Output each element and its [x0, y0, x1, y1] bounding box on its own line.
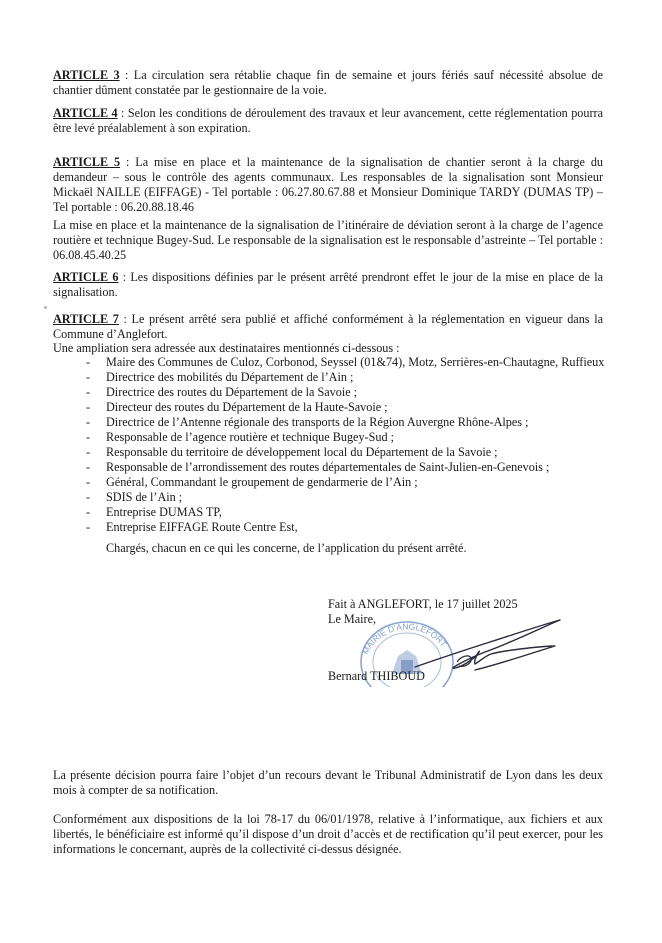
article-4-text: : Selon les conditions de déroulement des travaux et leur avancement, cette réglementation pourra être levé préalablement à son expiration. — [53, 106, 604, 135]
ampliation-intro: Une ampliation sera adressée aux destinataires mentionnés ci-dessous : — [53, 341, 400, 355]
mayor-name: Bernard THIBOUD — [328, 669, 425, 683]
article-6-label: ARTICLE 6 — [53, 270, 119, 284]
article-5-label: ARTICLE 5 — [53, 155, 121, 169]
list-item: - Directeur des routes du Département de la Haute-Savoie ; — [86, 400, 388, 414]
article-5-text: : La mise en place et la maintenance de la signalisation de chantier seront à la charge du demandeur – sous le contrôle des agents communaux. Les responsables de la signalisation sont Monsieur Mickaël NAILLE (EIFFAGE) - Tel portable : 06.27.80.67.88 et Monsieur Dominique TARDY (DUMAS TP) – Tel portable : 06.20.88.18.46 — [53, 155, 604, 214]
article-4-label: ARTICLE 4 — [53, 106, 118, 120]
article-7-text: : Le présent arrêté sera publié et affiché conformément à la réglementation en vigueur dans la Commune d’Anglefort. — [53, 312, 603, 341]
article-5 — [53, 155, 603, 215]
list-item: - Maire des Communes de Culoz, Corbonod, Seyssel (01&74), Motz, Serrières-en-Chautagne, Ruffieux — [86, 355, 605, 369]
article-3 — [53, 68, 603, 98]
svg-text:MAIRIE D’ANGLEFORT: MAIRIE D’ANGLEFORT — [359, 621, 449, 656]
article-3-label: ARTICLE 3 — [53, 68, 120, 82]
article-7-label: ARTICLE 7 — [53, 312, 119, 326]
list-item: - Directrice de l’Antenne régionale des transports de la Région Auvergne Rhône-Alpes ; — [86, 415, 529, 429]
charges-line: Chargés, chacun en ce qui les concerne, de l’application du présent arrêté. — [106, 541, 467, 555]
article-5-deviation: La mise en place et la maintenance de la signalisation de l’itinéraire de déviation seront à la charge de l’agence routière et technique Bugey-Sud. Le responsable de la signalisation est le responsable d’astreinte – Tel portable : 06.08.45.40.25 — [53, 218, 603, 262]
list-item: - Entreprise EIFFAGE Route Centre Est, — [86, 520, 298, 534]
list-item: - Directrice des mobilités du Département de l’Ain ; — [86, 370, 354, 384]
recours-notice: La présente décision pourra faire l’objet d’un recours devant le Tribunal Administratif de Lyon dans les deux mois à compter de sa notification. — [53, 768, 603, 797]
article-3-text: : La circulation sera rétablie chaque fin de semaine et jours fériés sauf nécessité absolue de chantier dûment constatée par le gestionnaire de la voie. — [53, 68, 603, 97]
list-item: - Directrice des routes du Département de la Savoie ; — [86, 385, 358, 399]
mayor-role: Le Maire, — [328, 612, 377, 626]
recipient-list — [53, 355, 613, 535]
list-item: - Responsable du territoire de développement local du Département de la Savoie ; — [86, 445, 498, 459]
list-item: - Responsable de l’agence routière et technique Bugey-Sud ; — [86, 430, 395, 444]
list-item: - SDIS de l’Ain ; — [86, 490, 183, 504]
list-item: - Entreprise DUMAS TP, — [86, 505, 222, 519]
list-item: - Responsable de l’arrondissement des routes départementales de Saint-Julien-en-Genevois ; — [86, 460, 550, 474]
article-6 — [53, 270, 603, 300]
place-date: Fait à ANGLEFORT, le 17 juillet 2025 — [328, 597, 518, 611]
scan-speck — [44, 306, 47, 309]
informatique-notice: Conformément aux dispositions de la loi 78-17 du 06/01/1978, relative à l’informatique, aux fichiers et aux libertés, le bénéficiaire est informé qu’il dispose d’un droit d’accès et de rectification qu’il peut exercer, pour les informations le concernant, auprès de la collectivité ci-dessus désignée. — [53, 812, 603, 856]
article-6-text: : Les dispositions définies par le présent arrêté prendront effet le jour de la mise en place de la signalisation. — [53, 270, 603, 299]
article-4 — [53, 106, 603, 136]
article-7 — [53, 312, 603, 342]
list-item: - Général, Commandant le groupement de gendarmerie de l’Ain ; — [86, 475, 418, 489]
